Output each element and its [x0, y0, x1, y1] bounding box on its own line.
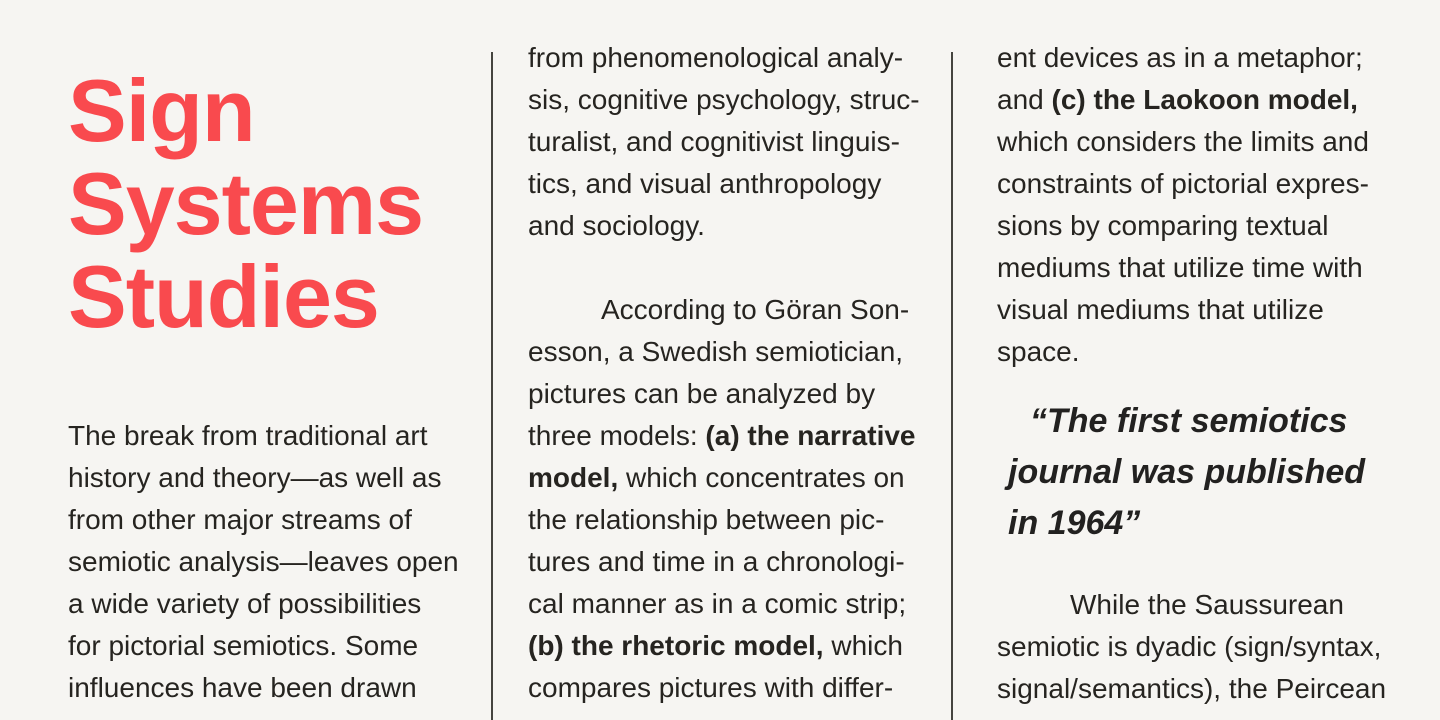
- text-line: “The first semiotics: [1030, 402, 1348, 440]
- text-line: tures and time in a chronologi-: [528, 546, 905, 577]
- text-line: pictures can be analyzed by: [528, 378, 876, 409]
- text-line: esson, a Swedish semiotician,: [528, 336, 904, 367]
- paragraph: [528, 289, 950, 709]
- text-line: from other major streams of: [68, 504, 412, 535]
- column-left: [68, 0, 480, 709]
- text-line: which considers the limits and: [997, 126, 1369, 157]
- text-line: model, which concentrates on: [528, 462, 905, 493]
- paragraph: [528, 37, 950, 247]
- text-line: cal manner as in a comic strip;: [528, 588, 907, 619]
- paragraph: [997, 584, 1437, 710]
- text-line: influences have been drawn: [68, 672, 417, 703]
- text-line: tics, and visual anthropology: [528, 168, 882, 199]
- text-line: history and theory—as well as: [68, 462, 442, 493]
- text-line: ent devices as in a metaphor;: [997, 42, 1363, 73]
- column-divider: [491, 52, 493, 720]
- text-line: a wide variety of possibilities: [68, 588, 422, 619]
- page-title-line: Systems: [68, 154, 424, 253]
- text-line: three models: (a) the narrative: [528, 420, 916, 451]
- text-line: journal was published: [1008, 453, 1366, 491]
- text-line: sis, cognitive psychology, struc-: [528, 84, 920, 115]
- text-line: from phenomenological analy-: [528, 42, 904, 73]
- text-line: space.: [997, 336, 1080, 367]
- text-line: mediums that utilize time with: [997, 252, 1363, 283]
- paragraph: [997, 37, 1437, 373]
- text-line: While the Saussurean: [1070, 589, 1344, 620]
- page-title-line: Studies: [68, 247, 379, 346]
- column-right: [997, 0, 1437, 710]
- text-line: constraints of pictorial expres-: [997, 168, 1369, 199]
- paragraph: [68, 415, 480, 709]
- text-line: sions by comparing textual: [997, 210, 1329, 241]
- column-middle: [528, 0, 950, 709]
- page-title-line: Sign: [68, 61, 255, 160]
- text-line: and sociology.: [528, 210, 705, 241]
- text-line: for pictorial semiotics. Some: [68, 630, 419, 661]
- text-line: visual mediums that utilize: [997, 294, 1324, 325]
- text-line: (b) the rhetoric model, which: [528, 630, 903, 661]
- page-title: [68, 0, 480, 346]
- text-line: and (c) the Laokoon model,: [997, 84, 1358, 115]
- text-line: signal/semantics), the Peircean: [997, 673, 1387, 704]
- column-divider: [951, 52, 953, 720]
- text-line: turalist, and cognitivist linguis-: [528, 126, 900, 157]
- text-line: According to Göran Son-: [601, 294, 910, 325]
- text-line: The break from traditional art: [68, 420, 428, 451]
- text-line: in 1964”: [1008, 504, 1141, 542]
- text-line: semiotic analysis—leaves open: [68, 546, 459, 577]
- text-line: the relationship between pic-: [528, 504, 885, 535]
- pull-quote: [997, 396, 1437, 549]
- text-line: semiotic is dyadic (sign/syntax,: [997, 631, 1382, 662]
- text-line: compares pictures with differ-: [528, 672, 894, 703]
